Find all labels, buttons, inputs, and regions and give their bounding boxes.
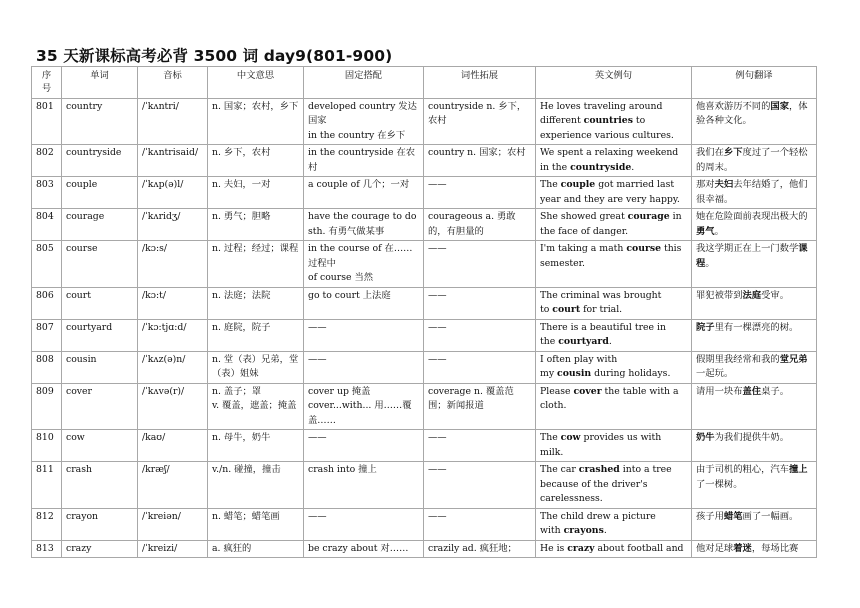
cell-meaning: n. 法庭；法院 — [208, 287, 304, 319]
table-header-row — [32, 67, 817, 99]
cell-phrase: in the countryside 在农村 — [304, 145, 424, 177]
cell-translation: 那对夫妇去年结婚了，他们很幸福。 — [692, 177, 817, 209]
cell-word: country — [62, 98, 138, 145]
cell-derivative: —— — [424, 241, 536, 288]
cell-example: Please cover the table with a cloth. — [536, 383, 692, 430]
cell-word: crash — [62, 462, 138, 509]
header-number: 序号 — [32, 67, 62, 99]
vocabulary-table — [31, 66, 817, 558]
cell-number: 803 — [32, 177, 62, 209]
cell-number: 802 — [32, 145, 62, 177]
cell-phrase: cover up 掩盖 cover...with... 用……覆盖…… — [304, 383, 424, 430]
cell-derivative: courageous a. 勇敢的，有胆量的 — [424, 209, 536, 241]
cell-translation: 由于司机的粗心，汽车撞上了一棵树。 — [692, 462, 817, 509]
cell-derivative: —— — [424, 351, 536, 383]
cell-word: course — [62, 241, 138, 288]
cell-example: The car crashed into a tree because of the driver's carelessness. — [536, 462, 692, 509]
cell-phrase: be crazy about 对…… — [304, 540, 424, 558]
cell-word: cover — [62, 383, 138, 430]
header-phonetic: 音标 — [138, 67, 208, 99]
cell-phrase: —— — [304, 430, 424, 462]
cell-number: 809 — [32, 383, 62, 430]
cell-meaning: n. 勇气；胆略 — [208, 209, 304, 241]
cell-example: He is crazy about football and — [536, 540, 692, 558]
cell-word: cousin — [62, 351, 138, 383]
table-row — [32, 351, 817, 383]
cell-example: He loves traveling around different countries to experience various cultures. — [536, 98, 692, 145]
cell-example: The child drew a picture with crayons. — [536, 508, 692, 540]
cell-phonetic: /ˈkreiən/ — [138, 508, 208, 540]
cell-derivative: —— — [424, 508, 536, 540]
cell-word: crazy — [62, 540, 138, 558]
table-row — [32, 508, 817, 540]
cell-number: 813 — [32, 540, 62, 558]
cell-phrase: go to court 上法庭 — [304, 287, 424, 319]
cell-phonetic: /ˈkʌridʒ/ — [138, 209, 208, 241]
table-row — [32, 540, 817, 558]
table-row — [32, 177, 817, 209]
cell-phrase: —— — [304, 351, 424, 383]
header-example: 英文例句 — [536, 67, 692, 99]
cell-phonetic: /ˈkʌvə(r)/ — [138, 383, 208, 430]
cell-word: court — [62, 287, 138, 319]
cell-meaning: n. 庭院，院子 — [208, 319, 304, 351]
cell-meaning: n. 母牛，奶牛 — [208, 430, 304, 462]
cell-derivative: —— — [424, 430, 536, 462]
cell-derivative: crazily ad. 疯狂地； — [424, 540, 536, 558]
cell-meaning: n. 过程；经过；课程 — [208, 241, 304, 288]
cell-translation: 我这学期正在上一门数学课程。 — [692, 241, 817, 288]
cell-phrase: have the courage to do sth. 有勇气做某事 — [304, 209, 424, 241]
cell-translation: 奶牛为我们提供牛奶。 — [692, 430, 817, 462]
cell-translation: 孩子用蜡笔画了一幅画。 — [692, 508, 817, 540]
table-row — [32, 287, 817, 319]
cell-derivative: —— — [424, 177, 536, 209]
cell-phonetic: /kræʃ/ — [138, 462, 208, 509]
cell-phonetic: /kaʊ/ — [138, 430, 208, 462]
cell-number: 806 — [32, 287, 62, 319]
cell-number: 801 — [32, 98, 62, 145]
cell-derivative: countryside n. 乡下，农村 — [424, 98, 536, 145]
cell-derivative: country n. 国家；农村 — [424, 145, 536, 177]
cell-phrase: developed country 发达国家 in the country 在乡下 — [304, 98, 424, 145]
cell-phrase: in the course of 在……过程中 of course 当然 — [304, 241, 424, 288]
cell-meaning: v./n. 碰撞，撞击 — [208, 462, 304, 509]
table-row — [32, 319, 817, 351]
cell-phonetic: /ˈkʌz(ə)n/ — [138, 351, 208, 383]
cell-word: courtyard — [62, 319, 138, 351]
cell-phonetic: /kɔ:t/ — [138, 287, 208, 319]
cell-number: 808 — [32, 351, 62, 383]
cell-example: The criminal was brought to court for trial. — [536, 287, 692, 319]
cell-translation: 罪犯被带到法庭受审。 — [692, 287, 817, 319]
cell-translation: 院子里有一棵漂亮的树。 — [692, 319, 817, 351]
cell-word: courage — [62, 209, 138, 241]
cell-derivative: —— — [424, 462, 536, 509]
cell-phonetic: /ˈkʌntri/ — [138, 98, 208, 145]
cell-number: 810 — [32, 430, 62, 462]
cell-phonetic: /kɔ:s/ — [138, 241, 208, 288]
header-derivative: 词性拓展 — [424, 67, 536, 99]
cell-derivative: —— — [424, 287, 536, 319]
header-translation: 例句翻译 — [692, 67, 817, 99]
cell-example: We spent a relaxing weekend in the countryside. — [536, 145, 692, 177]
table-row — [32, 430, 817, 462]
cell-translation: 假期里我经常和我的堂兄弟一起玩。 — [692, 351, 817, 383]
cell-translation: 他喜欢游历不同的国家，体验各种文化。 — [692, 98, 817, 145]
cell-example: There is a beautiful tree in the courtyard. — [536, 319, 692, 351]
cell-example: The cow provides us with milk. — [536, 430, 692, 462]
cell-example: The couple got married last year and they are very happy. — [536, 177, 692, 209]
cell-phonetic: /ˈkɔ:tjɑ:d/ — [138, 319, 208, 351]
cell-number: 804 — [32, 209, 62, 241]
table-row — [32, 462, 817, 509]
cell-example: I'm taking a math course this semester. — [536, 241, 692, 288]
cell-translation: 我们在乡下度过了一个轻松的周末。 — [692, 145, 817, 177]
cell-number: 811 — [32, 462, 62, 509]
header-word: 单词 — [62, 67, 138, 99]
table-row — [32, 209, 817, 241]
page-title: 35 天新课标高考必背 3500 词 day9(801-900) — [36, 47, 393, 65]
cell-example: She showed great courage in the face of danger. — [536, 209, 692, 241]
cell-number: 812 — [32, 508, 62, 540]
cell-word: couple — [62, 177, 138, 209]
cell-translation: 她在危险面前表现出极大的勇气。 — [692, 209, 817, 241]
cell-meaning: n. 堂（表）兄弟，堂（表）姐妹 — [208, 351, 304, 383]
cell-translation: 他对足球着迷，每场比赛 — [692, 540, 817, 558]
cell-phrase: crash into 撞上 — [304, 462, 424, 509]
cell-phonetic: /ˈkreizi/ — [138, 540, 208, 558]
cell-phrase: —— — [304, 319, 424, 351]
table-row — [32, 241, 817, 288]
header-meaning: 中文意思 — [208, 67, 304, 99]
cell-derivative: coverage n. 覆盖范围；新闻报道 — [424, 383, 536, 430]
cell-meaning: n. 盖子；罩 v. 覆盖，遮盖；掩盖 — [208, 383, 304, 430]
cell-meaning: n. 夫妇，一对 — [208, 177, 304, 209]
cell-phonetic: /ˈkʌntrisaid/ — [138, 145, 208, 177]
cell-word: cow — [62, 430, 138, 462]
table-row — [32, 98, 817, 145]
table-row — [32, 145, 817, 177]
cell-example: I often play with my cousin during holidays. — [536, 351, 692, 383]
cell-meaning: n. 蜡笔；蜡笔画 — [208, 508, 304, 540]
cell-word: countryside — [62, 145, 138, 177]
cell-number: 805 — [32, 241, 62, 288]
cell-phonetic: /ˈkʌp(ə)l/ — [138, 177, 208, 209]
cell-meaning: a. 疯狂的 — [208, 540, 304, 558]
cell-translation: 请用一块布盖住桌子。 — [692, 383, 817, 430]
cell-word: crayon — [62, 508, 138, 540]
cell-phrase: a couple of 几个；一对 — [304, 177, 424, 209]
header-phrase: 固定搭配 — [304, 67, 424, 99]
cell-number: 807 — [32, 319, 62, 351]
cell-derivative: —— — [424, 319, 536, 351]
cell-phrase: —— — [304, 508, 424, 540]
cell-meaning: n. 国家；农村，乡下 — [208, 98, 304, 145]
table-row — [32, 383, 817, 430]
cell-meaning: n. 乡下，农村 — [208, 145, 304, 177]
